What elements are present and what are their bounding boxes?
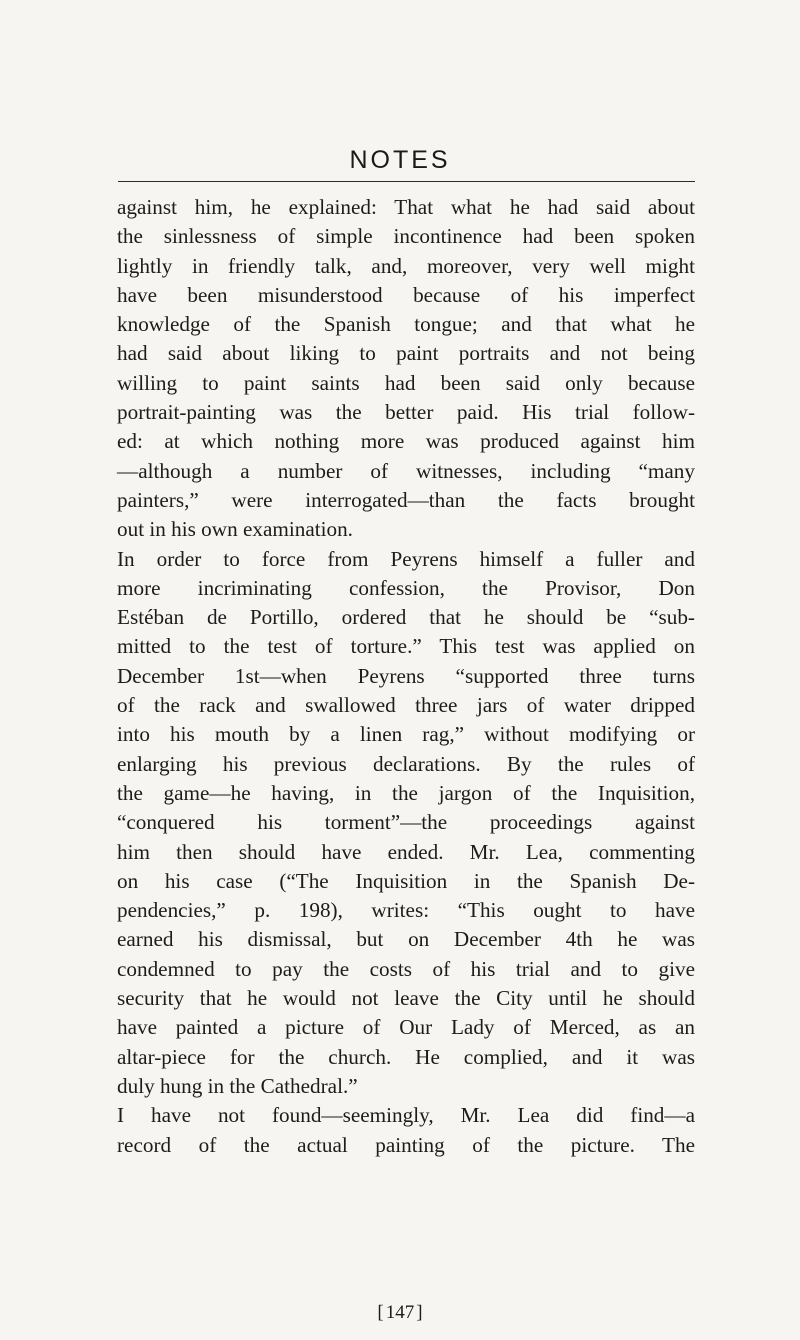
text-line: had said about liking to paint portraits and not being [117,341,695,366]
text-line: painters,” were interrogated—than the facts brought [117,487,695,512]
text-line: In order to force from Peyrens himself a fuller and [117,546,695,571]
text-line: ed: at which nothing more was produced against him [117,429,695,454]
text-line: the sinlessness of simple incontinence had been spoken [117,224,695,249]
paragraph-end-line: out in his own examination. [117,517,353,542]
body-text [117,193,695,1160]
text-line: record of the actual painting of the picture. The [117,1132,695,1157]
text-line: against him, he explained: That what he had said about [117,195,695,219]
folio-bracket-close: ] [416,1302,423,1323]
text-line: “conquered his torment”—the proceedings against [117,810,695,835]
text-line: more incriminating confession, the Provisor, Don [117,575,695,600]
text-line: condemned to pay the costs of his trial and to give [117,956,695,981]
page-number-value: 147 [385,1302,415,1323]
page-number [0,1302,800,1324]
text-line: lightly in friendly talk, and, moreover, very well might [117,253,695,278]
paragraph-end-line: duly hung in the Cathedral.” [117,1073,358,1098]
text-line: have been misunderstood because of his imperfect [117,282,695,307]
text-line: of the rack and swallowed three jars of water dripped [117,693,695,718]
text-line: portrait-painting was the better paid. His trial follow- [117,400,695,425]
text-line: earned his dismissal, but on December 4th he was [117,927,695,952]
text-line: Estéban de Portillo, ordered that he should be “sub- [117,605,695,630]
text-line: I have not found—seemingly, Mr. Lea did find—a [117,1103,695,1128]
text-line: the game—he having, in the jargon of the Inquisition, [117,780,695,805]
text-line: willing to paint saints had been said only because [117,370,695,395]
text-line: security that he would not leave the City until he should [117,986,695,1011]
text-line: December 1st—when Peyrens “supported three turns [117,663,695,688]
text-line: him then should have ended. Mr. Lea, commenting [117,839,695,864]
header-rule [118,181,695,182]
text-line: —although a number of witnesses, including “many [117,458,695,483]
text-line: mitted to the test of torture.” This test was applied on [117,634,695,659]
text-line: pendencies,” p. 198), writes: “This ought to have [117,898,695,923]
running-head: NOTES [349,146,451,174]
text-line: on his case (“The Inquisition in the Spanish De- [117,868,695,893]
text-line: knowledge of the Spanish tongue; and that what he [117,312,695,337]
text-line: into his mouth by a linen rag,” without modifying or [117,722,695,747]
text-line: have painted a picture of Our Lady of Merced, as an [117,1015,695,1040]
folio-bracket-open: [ [377,1302,384,1323]
text-line: altar-piece for the church. He complied, and it was [117,1044,695,1069]
text-line: enlarging his previous declarations. By the rules of [117,751,695,776]
